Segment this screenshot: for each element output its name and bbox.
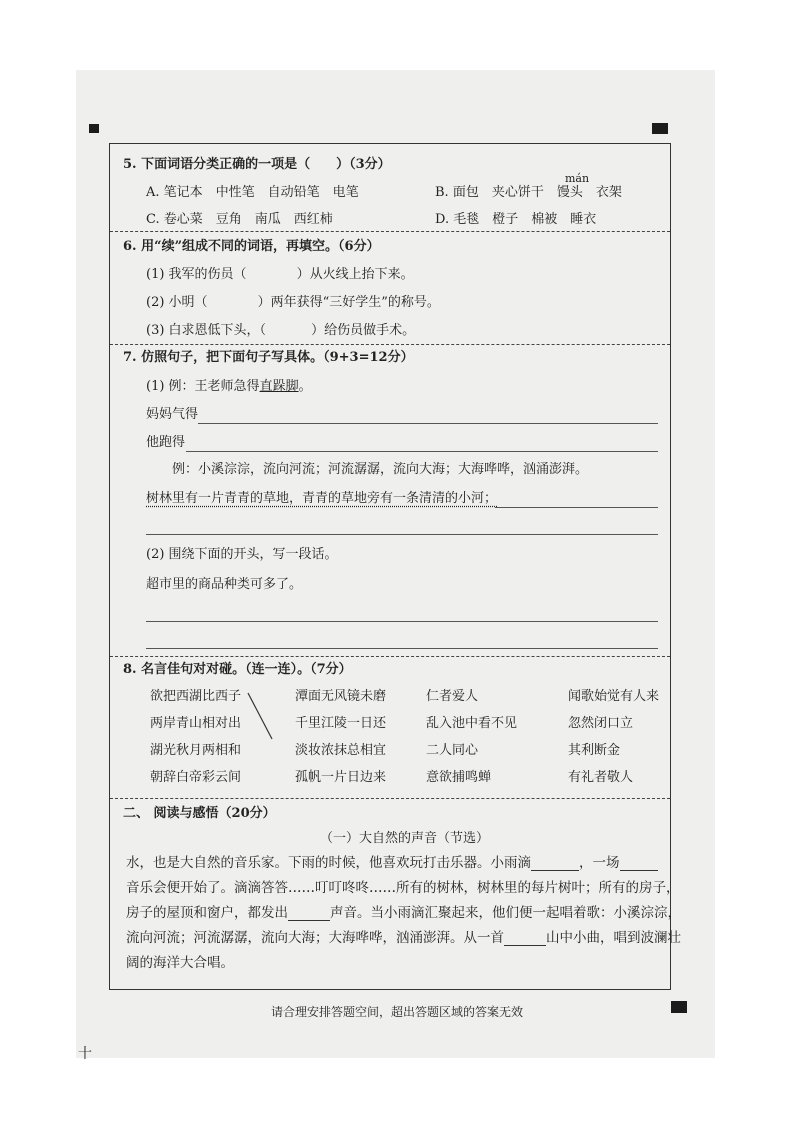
q8-c2-item: 孤帆一片日边来 <box>295 770 387 785</box>
question-5 <box>110 144 670 232</box>
q7-answer-line-5[interactable] <box>146 621 658 622</box>
q5-pinyin: mán <box>565 172 590 185</box>
q6-s1-prefix: (1) 我军的伤员（ <box>146 267 247 282</box>
q8-column-2 <box>295 683 386 791</box>
q8-c4-item: 忽然闭口立 <box>568 716 634 731</box>
q6-s2-prefix: (2) 小明（ <box>146 295 208 310</box>
reading-p3-a: 房子的屋顶和窗户，都发出 <box>126 905 288 921</box>
q6-sentence-1 <box>146 267 414 283</box>
reading-line-1 <box>126 855 658 871</box>
q8-c3-item: 仁者爱人 <box>426 689 479 704</box>
footer-note: 请合理安排答题空间，超出答题区域的答案无效 <box>270 1005 523 1019</box>
question-8 <box>110 657 670 799</box>
q7-part-2-start: 超市里的商品种类可多了。 <box>146 577 303 592</box>
q8-c4-item: 其利断金 <box>568 743 621 758</box>
q7-example-1 <box>146 379 312 395</box>
q7-line-2-label: 他跑得 <box>146 435 186 450</box>
reading-subtitle: （一）大自然的声音（节选） <box>320 831 490 846</box>
q7-answer-line-1[interactable] <box>198 423 658 424</box>
q8-c1-item: 两岸青山相对出 <box>150 716 242 731</box>
reading-p1-b: ，一场 <box>579 855 620 871</box>
q8-c1-item: 朝辞白帝彩云间 <box>150 770 242 785</box>
corner-mark: 十 <box>78 1046 92 1062</box>
q5-option-c: C. 卷心菜 豆角 南瓜 西红柿 <box>146 212 333 227</box>
registration-mark-top-right <box>652 123 668 134</box>
q8-title: 8. 名言佳句对对碰。（连一连）。（7分） <box>123 662 352 677</box>
q7-example-2: 例：小溪淙淙，流向河流；河流潺潺，流向大海；大海哗哗，汹涌澎湃。 <box>172 462 589 477</box>
q7-ex1-suffix: 。 <box>298 379 312 394</box>
reading-blank-2[interactable] <box>620 870 658 871</box>
reading-line-5: 阔的海洋大合唱。 <box>126 955 234 971</box>
q6-title: 6. 用“续”组成不同的词语，再填空。（6分） <box>123 239 380 254</box>
q7-answer-line-4[interactable] <box>146 534 658 535</box>
q8-c2-item: 潭面无风镜未磨 <box>295 689 387 704</box>
q8-c1-item: 湖光秋月两相和 <box>150 743 242 758</box>
q6-s3-suffix: ）给伤员做手术。 <box>311 323 416 338</box>
q7-answer-line-3[interactable] <box>495 507 658 508</box>
reading-p1-a: 水，也是大自然的音乐家。下雨的时候，他喜欢玩打击乐器。小雨滴 <box>126 855 531 871</box>
q5-option-d: D. 毛毯 橙子 棉被 睡衣 <box>435 212 597 227</box>
reading-title: 二、 阅读与感悟（20分） <box>123 806 276 821</box>
q5-option-a: A. 笔记本 中性笔 自动铅笔 电笔 <box>146 185 359 200</box>
reading-section <box>110 799 681 989</box>
q8-c1-item: 欲把西湖比西子 <box>150 689 242 704</box>
q5-title: 5. 下面词语分类正确的一项是（ ）（3分） <box>123 157 391 172</box>
question-6 <box>110 232 670 345</box>
q8-c3-item: 意欲捕鸣蝉 <box>426 770 492 785</box>
q7-answer-line-2[interactable] <box>186 451 658 452</box>
q8-c2-item: 千里江陵一日还 <box>295 716 387 731</box>
reading-line-4 <box>126 930 681 946</box>
reading-blank-3[interactable] <box>288 920 330 921</box>
q6-s3-prefix: (3) 白求恩低下头，（ <box>146 323 267 338</box>
q8-column-1 <box>150 683 241 791</box>
reading-p4-b: 山中小曲，唱到波澜壮 <box>546 930 681 946</box>
q8-connecting-line <box>246 691 276 743</box>
question-7 <box>110 345 670 657</box>
q6-sentence-2 <box>146 295 440 311</box>
q8-c3-item: 二人同心 <box>426 743 479 758</box>
q6-s2-suffix: ）两年获得“三好学生”的称号。 <box>257 295 440 310</box>
q7-line-1-label: 妈妈气得 <box>146 407 199 422</box>
q8-column-3 <box>426 683 517 791</box>
q7-example-3: 树林里有一片青青的草地，青青的草地旁有一条清清的小河； <box>146 491 498 506</box>
q6-s1-suffix: ）从火线上抬下来。 <box>296 267 414 282</box>
q7-ex1-prefix: (1) 例：王老师急得 <box>146 379 260 394</box>
reading-p3-b: 声音。当小雨滴汇聚起来，他们便一起唱着歌：小溪淙淙， <box>330 905 681 921</box>
q7-ex1-underlined: 直跺脚 <box>259 379 299 394</box>
q8-c2-item: 淡妆浓抹总相宜 <box>295 743 387 758</box>
answer-frame <box>109 143 681 990</box>
q8-column-4 <box>568 683 659 791</box>
reading-p4-a: 流向河流；河流潺潺，流向大海；大海哗哗，汹涌澎湃。从一首 <box>126 930 504 946</box>
q8-c3-item: 乱入池中看不见 <box>426 716 518 731</box>
q7-title: 7. 仿照句子，把下面句子写具体。（9+3=12分） <box>123 350 414 365</box>
registration-mark-top-left <box>89 124 99 133</box>
q5-option-b: B. 面包 夹心饼干 馒头 衣架 <box>435 185 622 200</box>
reading-line-3 <box>126 905 681 921</box>
reading-line-2: 音乐会便开始了。滴滴答答……叮叮咚咚……所有的树林，树林里的每片树叶；所有的房子， <box>126 880 680 896</box>
q8-c4-item: 闻歌始觉有人来 <box>568 689 660 704</box>
q8-c4-item: 有礼者敬人 <box>568 770 634 785</box>
q6-sentence-3 <box>146 323 415 339</box>
reading-blank-4[interactable] <box>504 945 546 946</box>
q7-answer-line-6[interactable] <box>146 648 658 649</box>
q7-part-2-prompt: (2) 围绕下面的开头，写一段话。 <box>146 547 338 562</box>
reading-blank-1[interactable] <box>531 870 579 871</box>
